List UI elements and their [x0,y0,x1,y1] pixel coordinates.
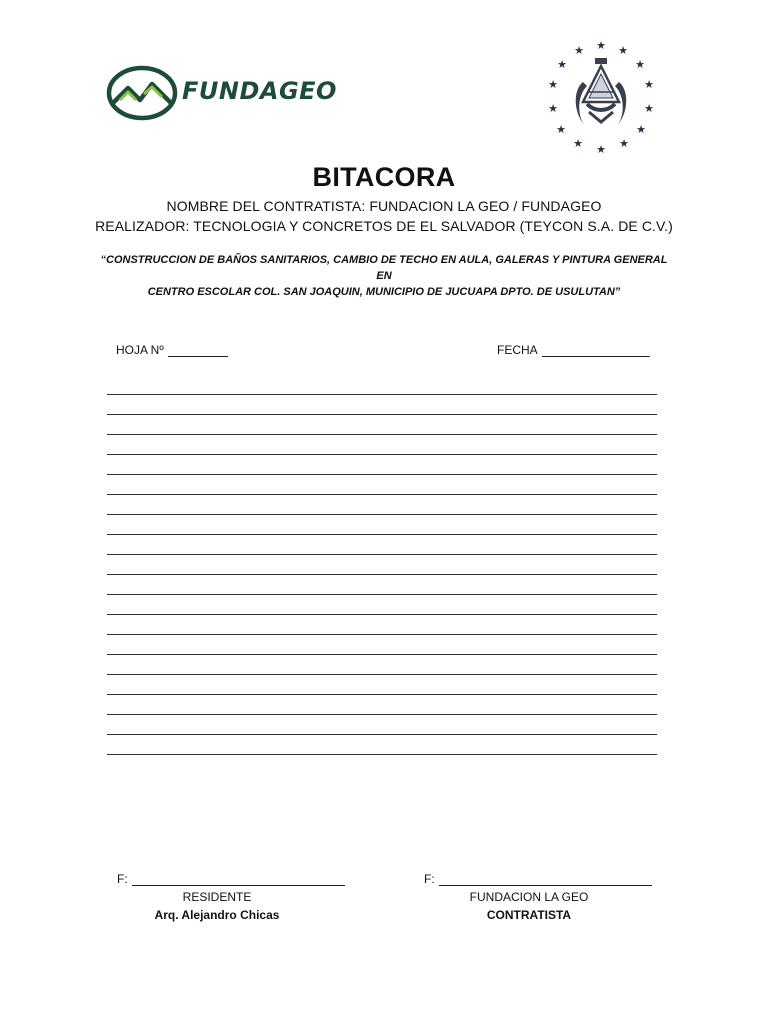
svg-text:★: ★ [574,45,584,57]
project-description [95,252,673,300]
resident-signature-prefix: F: [117,872,128,886]
svg-text:★: ★ [644,103,654,115]
writing-line[interactable] [107,694,657,695]
logo-wordmark: FUNDAGEO [182,77,337,105]
svg-text:★: ★ [636,124,646,136]
writing-line[interactable] [107,534,657,535]
svg-text:★: ★ [556,124,566,136]
svg-text:★: ★ [644,79,654,91]
project-line-1: “CONSTRUCCION DE BAÑOS SANITARIOS, CAMBIO DE TECHO EN AULA, GALERAS Y PINTURA GENERAL EN [100,254,668,282]
writing-line[interactable] [107,414,657,415]
writing-line[interactable] [107,434,657,435]
resident-signature[interactable] [117,872,345,886]
date-label: FECHA [497,343,538,357]
svg-text:★: ★ [596,144,606,154]
resident-signature-line[interactable] [132,873,345,886]
writing-line[interactable] [107,454,657,455]
realizer-line: REALIZADOR: TECNOLOGIA Y CONCRETOS DE EL SALVADOR (TEYCON S.A. DE C.V.) [95,218,673,234]
contractor-line: NOMBRE DEL CONTRATISTA: FUNDACION LA GEO / FUNDAGEO [166,198,602,214]
writing-line[interactable] [107,634,657,635]
writing-line[interactable] [107,574,657,575]
writing-line[interactable] [107,754,657,755]
project-line-2: CENTRO ESCOLAR COL. SAN JOAQUIN, MUNICIPIO DE JUCUAPA DPTO. DE USULUTAN” [147,286,621,298]
contractor-role: FUNDACION LA GEO [469,890,589,904]
writing-line[interactable] [107,554,657,555]
svg-text:★: ★ [573,138,583,150]
svg-text:★: ★ [557,59,567,71]
svg-text:★: ★ [635,59,645,71]
contractor-signature-line[interactable] [439,873,652,886]
contractor-name: CONTRATISTA [486,908,572,922]
svg-text:★: ★ [548,79,558,91]
writing-line[interactable] [107,594,657,595]
writing-line[interactable] [107,474,657,475]
coat-of-arms-icon [543,38,659,154]
writing-line[interactable] [107,734,657,735]
writing-line[interactable] [107,394,657,395]
svg-text:★: ★ [548,103,558,115]
svg-text:★: ★ [596,40,606,52]
writing-line[interactable] [107,614,657,615]
document-title: BITACORA [312,162,456,192]
writing-line[interactable] [107,654,657,655]
writing-line[interactable] [107,514,657,515]
sheet-number-label: HOJA Nº [116,343,164,357]
writing-line[interactable] [107,714,657,715]
sheet-number-blank[interactable] [168,344,228,357]
writing-line[interactable] [107,674,657,675]
svg-text:★: ★ [619,138,629,150]
date-blank[interactable] [542,344,650,357]
resident-name: Arq. Alejandro Chicas [154,908,280,922]
fundageo-logo [106,64,346,124]
resident-role: RESIDENTE [182,890,252,904]
sheet-number-field[interactable] [116,343,228,357]
contractor-signature[interactable] [424,872,652,886]
contractor-signature-prefix: F: [424,872,435,886]
date-field[interactable] [497,343,650,357]
svg-text:★: ★ [618,45,628,57]
mountain-logo-icon [106,64,178,124]
el-salvador-seal [543,38,659,154]
writing-line[interactable] [107,494,657,495]
